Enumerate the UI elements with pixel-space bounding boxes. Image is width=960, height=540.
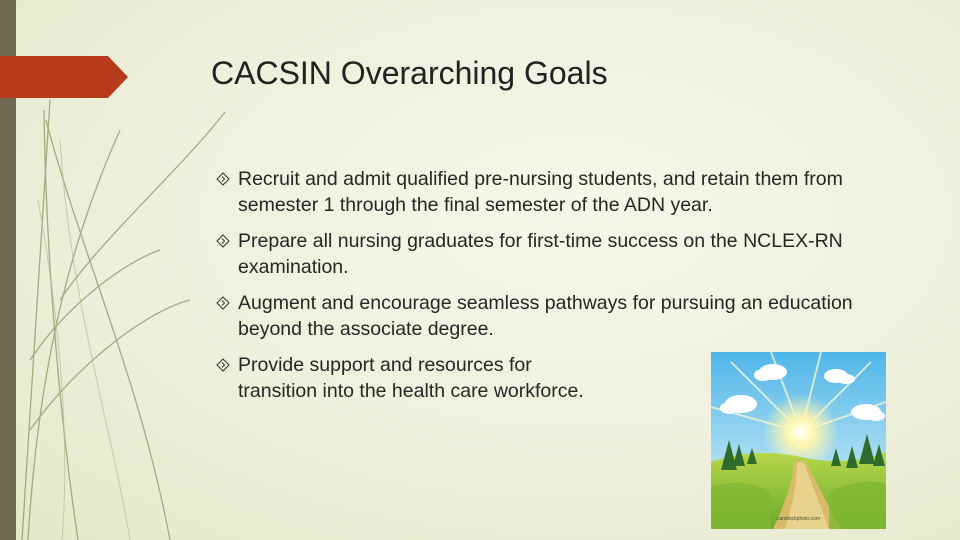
title-accent-arrow — [0, 56, 128, 98]
bullet-text: Provide support and resources for transition into the health care workforce. — [238, 354, 584, 402]
sunny-landscape-illustration — [711, 352, 886, 529]
list-item — [214, 228, 874, 280]
diamond-arrow-icon — [216, 358, 230, 372]
bullet-text: Recruit and admit qualified pre-nursing students, and retain them from semester 1 through the final semester of the ADN year. — [238, 168, 843, 216]
list-item — [214, 166, 874, 218]
slide-title: CACSIN Overarching Goals — [211, 55, 608, 91]
diamond-arrow-icon — [216, 234, 230, 248]
diamond-arrow-icon — [216, 172, 230, 186]
diamond-arrow-icon — [216, 296, 230, 310]
bullet-text: Augment and encourage seamless pathways for pursuing an education beyond the associate degree. — [238, 292, 853, 340]
list-item — [214, 290, 874, 342]
list-item — [214, 352, 608, 404]
image-caption: canstockphoto.com — [776, 516, 821, 522]
bullet-text: Prepare all nursing graduates for first-time success on the NCLEX-RN examination. — [238, 230, 843, 278]
